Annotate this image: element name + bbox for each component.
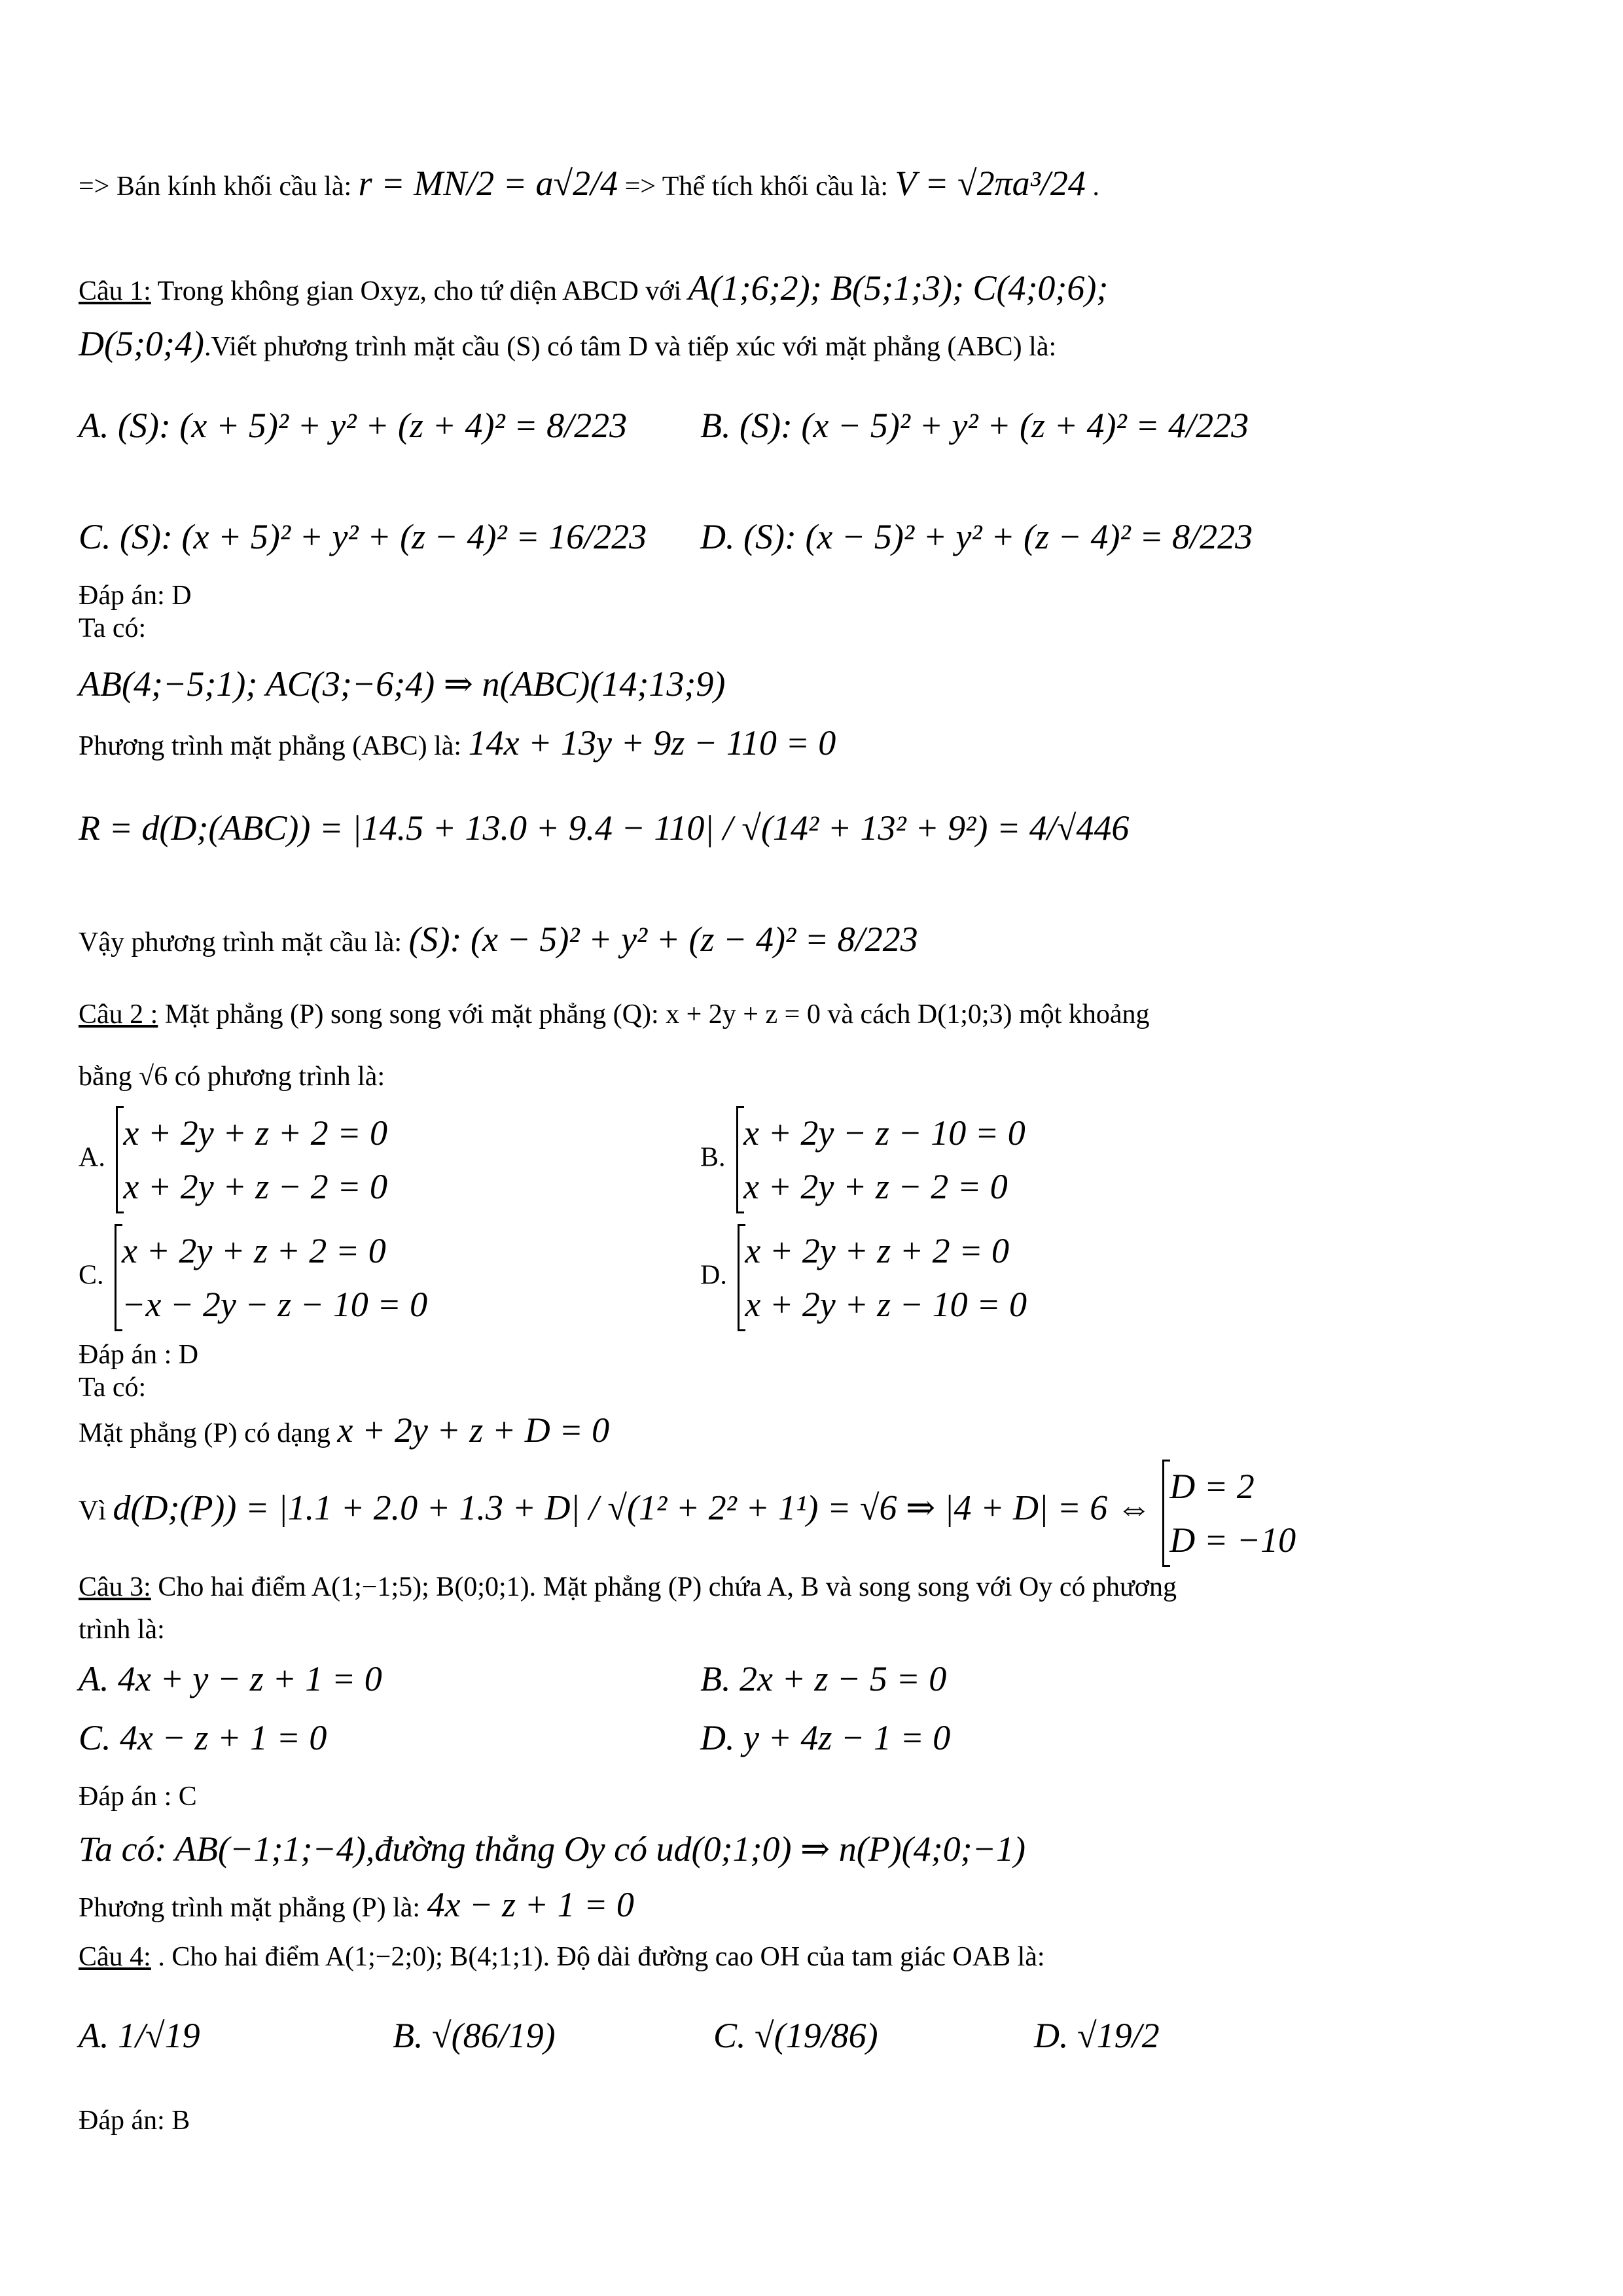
q2-solution-2: D = −10 xyxy=(1169,1520,1296,1560)
q3-plane-equation: 4x − z + 1 = 0 xyxy=(427,1885,634,1924)
q2-taco: Ta có: xyxy=(79,1372,147,1403)
q1-option-c: C. (S): (x + 5)² + y² + (z − 4)² = 16/223 xyxy=(79,517,647,556)
q1-radius-equation: R = d(D;(ABC)) = |14.5 + 13.0 + 9.4 − 110| / √(14² + 13² + 9²) = 4/√446 xyxy=(79,808,1130,848)
q1-vector-line: AB(4;−5;1); AC(3;−6;4) ⇒ n(ABC)(14;13;9) xyxy=(79,664,726,704)
q1-conclusion-equation: (S): (x − 5)² + y² + (z − 4)² = 8/223 xyxy=(408,920,918,959)
q3-option-b: B. 2x + z − 5 = 0 xyxy=(700,1659,947,1698)
q1-line-1 xyxy=(79,268,1109,308)
q1-text-1: Trong không gian Oxyz, cho tứ diện ABCD với xyxy=(151,276,688,306)
q2-form-label: Mặt phẳng (P) có dạng xyxy=(79,1418,338,1448)
q2-text-2: bằng √6 có phương trình là: xyxy=(79,1062,385,1092)
q2-option-a-eq2: x + 2y + z − 2 = 0 xyxy=(123,1167,388,1206)
intro-line xyxy=(79,164,1099,203)
q2-distance-equation: d(D;(P)) = |1.1 + 2.0 + 1.3 + D| / √(1² + 2² + 1¹) = √6 ⇒ |4 + D| = 6 ⇔ xyxy=(113,1488,1152,1528)
q4-option-d: D. √19/2 xyxy=(1034,2016,1160,2055)
q2-option-a: A. x + 2y + z + 2 = 0 x + 2y + z − 2 = 0 xyxy=(79,1106,387,1213)
q4-option-a: A. 1/√19 xyxy=(79,2016,200,2055)
q1-points-2: D(5;0;4) xyxy=(79,324,204,363)
q3-taco-line: Ta có: AB(−1;1;−4),đường thẳng Oy có ud(0;1;0) ⇒ n(P)(4;0;−1) xyxy=(79,1829,1026,1869)
q2-option-b-eq2: x + 2y + z − 2 = 0 xyxy=(743,1167,1008,1206)
q3-text-2: trình là: xyxy=(79,1615,165,1645)
q2-line-1 xyxy=(79,998,1150,1031)
q2-solution-1: D = 2 xyxy=(1169,1467,1255,1506)
q1-answer: Đáp án: D xyxy=(79,581,192,611)
q3-text-1: Cho hai điểm A(1;−1;5); B(0;0;1). Mặt phẳng (P) chứa A, B và song song với Oy có phương xyxy=(151,1572,1177,1602)
q2-vi: Vì xyxy=(79,1496,113,1526)
q2-option-b: B. x + 2y − z − 10 = 0 x + 2y + z − 2 = 0 xyxy=(700,1106,1026,1213)
q1-text-2: .Viết phương trình mặt cầu (S) có tâm D và tiếp xúc với mặt phẳng (ABC) là: xyxy=(204,332,1057,362)
q2-label: Câu 2 : xyxy=(79,999,158,1030)
q4-line-1 xyxy=(79,1941,1045,1973)
q2-option-b-system xyxy=(736,1106,1026,1213)
intro-text-a: => Bán kính khối cầu là: xyxy=(79,171,359,202)
q3-option-c: C. 4x − z + 1 = 0 xyxy=(79,1718,327,1757)
q1-option-a: A. (S): (x + 5)² + y² + (z + 4)² = 8/223 xyxy=(79,406,628,445)
q2-option-d-eq2: x + 2y + z − 10 = 0 xyxy=(745,1285,1027,1324)
q2-distance-line xyxy=(79,1460,1296,1567)
q3-answer: Đáp án : C xyxy=(79,1782,197,1812)
q2-option-d-system xyxy=(738,1224,1027,1331)
q1-conclusion-label: Vậy phương trình mặt cầu là: xyxy=(79,927,409,958)
volume-formula: V = √2πa³/24 xyxy=(895,164,1086,203)
q1-plane-label: Phương trình mặt phẳng (ABC) là: xyxy=(79,731,469,761)
intro-text-c: . xyxy=(1092,171,1099,202)
q2-option-c-eq2: −x − 2y − z − 10 = 0 xyxy=(122,1285,428,1324)
q2-option-b-eq1: x + 2y − z − 10 = 0 xyxy=(743,1113,1026,1153)
q4-answer: Đáp án: B xyxy=(79,2106,190,2136)
q2-option-c-eq1: x + 2y + z + 2 = 0 xyxy=(122,1231,386,1270)
q2-option-c-system xyxy=(115,1224,427,1331)
q1-plane-line xyxy=(79,723,836,762)
q2-option-d: D. x + 2y + z + 2 = 0 x + 2y + z − 10 = 0 xyxy=(700,1224,1027,1331)
q2-text-1: Mặt phẳng (P) song song với mặt phẳng (Q): x + 2y + z = 0 và cách D(1;0;3) một khoảng xyxy=(158,999,1150,1030)
q2-option-a-eq1: x + 2y + z + 2 = 0 xyxy=(123,1113,388,1153)
q3-label: Câu 3: xyxy=(79,1572,151,1602)
q2-answer: Đáp án : D xyxy=(79,1340,199,1370)
q4-text-1: . Cho hai điểm A(1;−2;0); B(4;1;1). Độ dài đường cao OH của tam giác OAB là: xyxy=(151,1942,1045,1972)
q1-label: Câu 1: xyxy=(79,276,151,306)
radius-formula: r = MN/2 = a√2/4 xyxy=(358,164,618,203)
q3-option-a: A. 4x + y − z + 1 = 0 xyxy=(79,1659,382,1698)
q3-line-1 xyxy=(79,1571,1177,1604)
q3-plane-line xyxy=(79,1885,634,1924)
q1-taco: Ta có: xyxy=(79,613,147,643)
q4-label: Câu 4: xyxy=(79,1942,151,1972)
q4-option-b: B. √(86/19) xyxy=(393,2016,556,2055)
q1-line-2 xyxy=(79,324,1057,363)
q4-option-c: C. √(19/86) xyxy=(713,2016,878,2055)
intro-text-b: => Thể tích khối cầu là: xyxy=(624,171,895,202)
q1-option-b: B. (S): (x − 5)² + y² + (z + 4)² = 4/223 xyxy=(700,406,1249,445)
q2-option-d-eq1: x + 2y + z + 2 = 0 xyxy=(745,1231,1010,1270)
q2-form-line xyxy=(79,1410,610,1450)
q3-option-d: D. y + 4z − 1 = 0 xyxy=(700,1718,951,1757)
q1-conclusion-line xyxy=(79,920,918,959)
q3-plane-label: Phương trình mặt phẳng (P) là: xyxy=(79,1893,427,1923)
q2-option-a-system xyxy=(116,1106,387,1213)
q1-plane-equation: 14x + 13y + 9z − 110 = 0 xyxy=(468,723,836,762)
q1-points-1: A(1;6;2); B(5;1;3); C(4;0;6); xyxy=(688,268,1109,308)
q2-solution-system xyxy=(1162,1460,1296,1567)
q2-option-c: C. x + 2y + z + 2 = 0 −x − 2y − z − 10 = 0 xyxy=(79,1224,427,1331)
q2-form-equation: x + 2y + z + D = 0 xyxy=(337,1410,610,1450)
q1-option-d: D. (S): (x − 5)² + y² + (z − 4)² = 8/223 xyxy=(700,517,1253,556)
